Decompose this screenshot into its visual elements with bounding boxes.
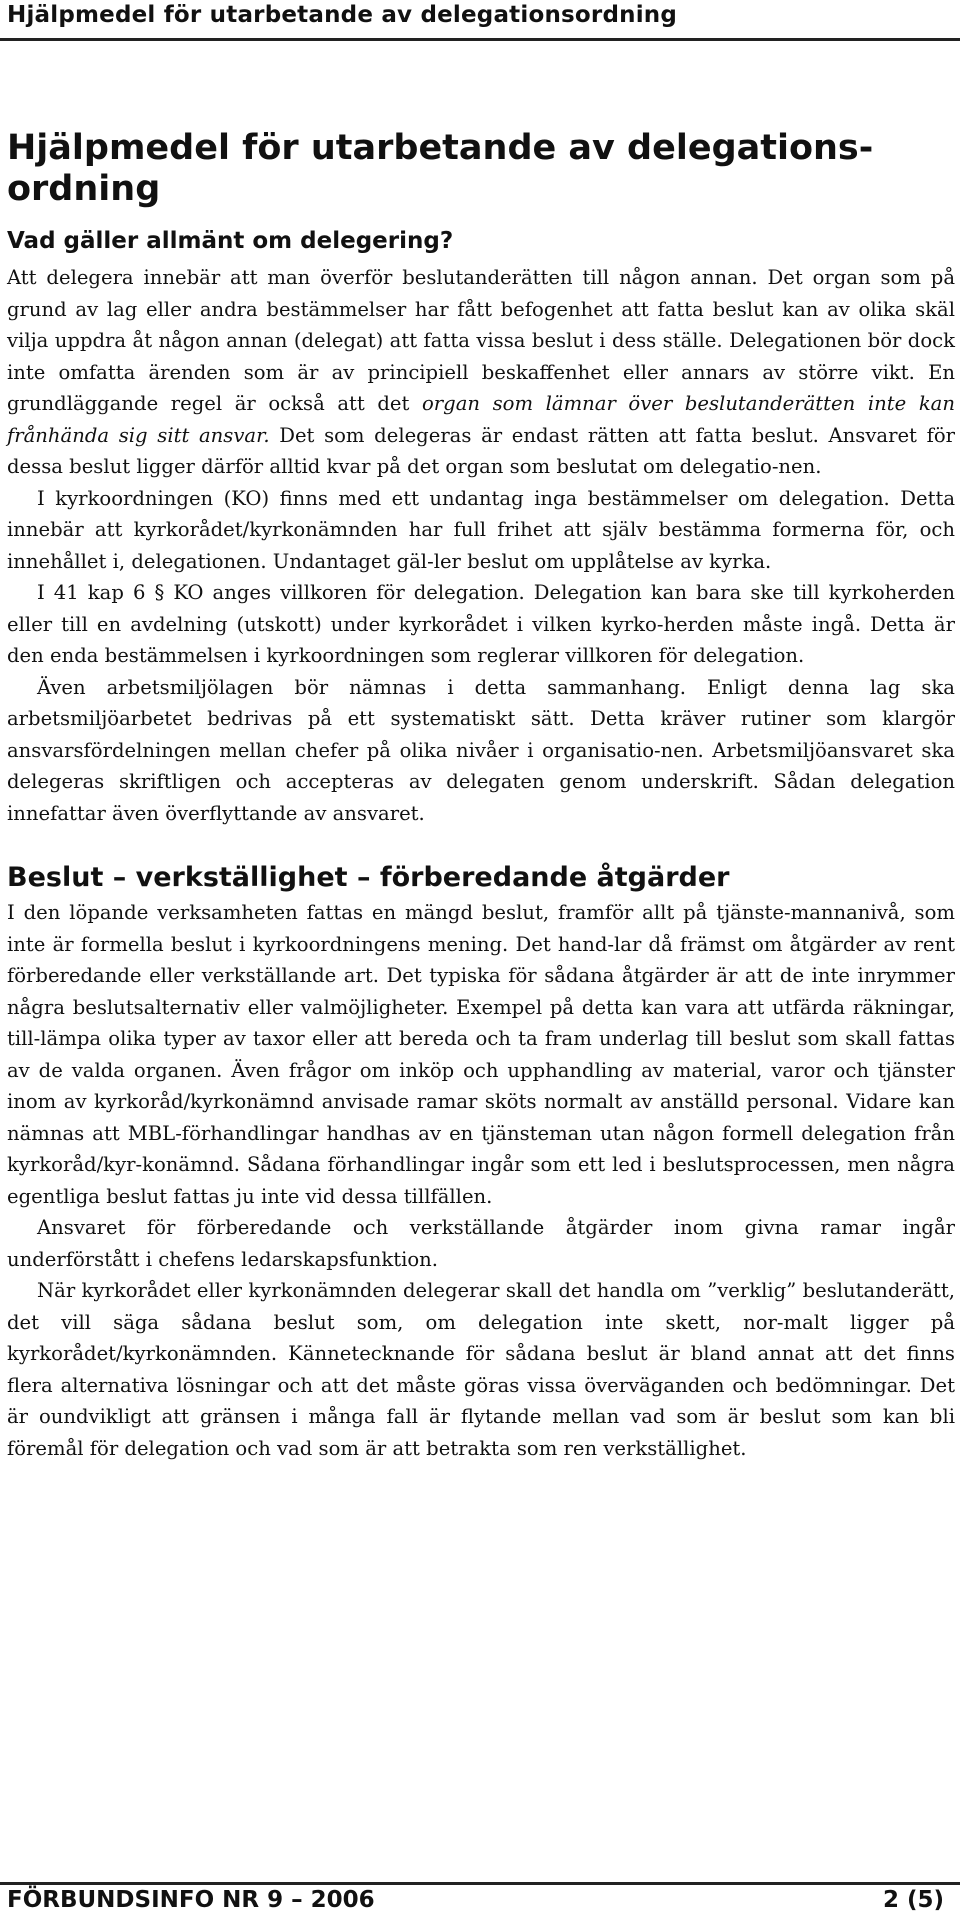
paragraph: I 41 kap 6 § KO anges villkoren för delegation. Delegation kan bara ske till kyrkoherden eller till en avdelning (utskott) under kyrkorådet i vilken kyrko-herden måste ingå. Detta är den enda bestämmelsen i kyrkoordningen som reglerar villkoren för delegation. (7, 581, 955, 667)
page-number: 2 (5) (882, 1887, 944, 1913)
article (7, 128, 955, 1464)
section-heading-general: Vad gäller allmänt om delegering? (7, 228, 454, 254)
paragraph: Ansvaret för förberedande och verkställande åtgärder inom givna ramar ingår underförstått i chefens ledarskapsfunktion. (7, 1216, 955, 1271)
footer-publication: FÖRBUNDSINFO NR 9 – 2006 (7, 1887, 375, 1913)
paragraph: Även arbetsmiljölagen bör nämnas i detta sammanhang. Enligt denna lag ska arbetsmiljöarbetet bedrivas på ett systematiskt sätt. Detta kräver rutiner som klargör ansvarsfördelningen mellan chefer på olika nivåer i organisatio-nen. Arbetsmiljöansvaret ska delegeras skriftligen och accepteras av delegaten genom underskrift. Sådan delegation innefattar även överflyttande av ansvaret. (7, 675, 955, 825)
paragraph: När kyrkorådet eller kyrkonämnden delegerar skall det handla om ”verklig” beslutanderätt, det vill säga sådana beslut som, om delegation inte skett, nor-malt ligger på kyrkorådet/kyrkonämnden. Kännetecknande för sådana beslut är bland annat att det finns flera alternativa lösningar och att det måste göras vissa överväganden och bedömningar. Det är oundvikligt att gränsen i många fall är flytande mellan vad som är beslut som kan bli föremål för delegation och vad som är att betrakta som ren verkställighet. (7, 1279, 955, 1460)
emphasis-text: organ som lämnar över beslutanderätten inte kan frånhända sig sitt ansvar. (7, 392, 955, 447)
paragraph-text: Att delegera innebär att man överför beslutanderätten till någon annan. Det organ som på grund av lag eller andra bestämmelser har fått befogenhet att fatta beslut kan av olika skäl vilja uppdra åt någon annan (delegat) att fatta vissa beslut i dess ställe. Delegationen bör dock inte omfatta ärenden som är av principiell beskaffenhet eller annars av större vikt. En grundläggande regel är också att det (7, 266, 955, 415)
paragraph (7, 262, 955, 483)
article-title: Hjälpmedel för utarbetande av delegations-ordning (7, 128, 874, 209)
paragraph: I kyrkoordningen (KO) finns med ett undantag inga bestämmelser om delegation. Detta innebär att kyrkorådet/kyrkonämnden har full frihet att själv bestämma formerna för, och innehållet i, delegationen. Undantaget gäl-ler beslut om upplåtelse av kyrka. (7, 486, 955, 573)
running-head: Hjälpmedel för utarbetande av delegationsordning (7, 2, 678, 28)
section-heading-decisions: Beslut – verkställighet – förberedande åtgärder (7, 862, 730, 893)
paragraph: I den löpande verksamheten fattas en mängd beslut, framför allt på tjänste-mannanivå, som inte är formella beslut i kyrkoordningens mening. Det hand-lar då främst om åtgärder av rent förberedande eller verkställande art. Det typiska för sådana åtgärder är att de inte inrymmer några beslutsalternativ eller valmöjligheter. Exempel på detta kan vara att utfärda räkningar, till-lämpa olika typer av taxor eller att bereda och ta fram underlag till beslut som skall fattas av de valda organen. Även frågor om inköp och upphandling av material, varor och tjänster inom av kyrkoråd/kyrkonämnd anvisade ramar sköts normalt av anställd personal. Vidare kan nämnas att MBL-förhandlingar handhas av en tjänsteman utan någon formell delegation från kyrkoråd/kyr-konämnd. Sådana förhandlingar ingår som ett led i beslutsprocessen, men några egentliga beslut fattas ju inte vid dessa tillfällen. (7, 901, 955, 1208)
header-rule (0, 38, 960, 41)
paragraph-text: Det som delegeras är endast rätten att fatta beslut. Ansvaret för dessa beslut ligger därför alltid kvar på det organ som beslutat om delegatio-nen. (7, 423, 956, 478)
footer-rule (0, 1882, 960, 1885)
